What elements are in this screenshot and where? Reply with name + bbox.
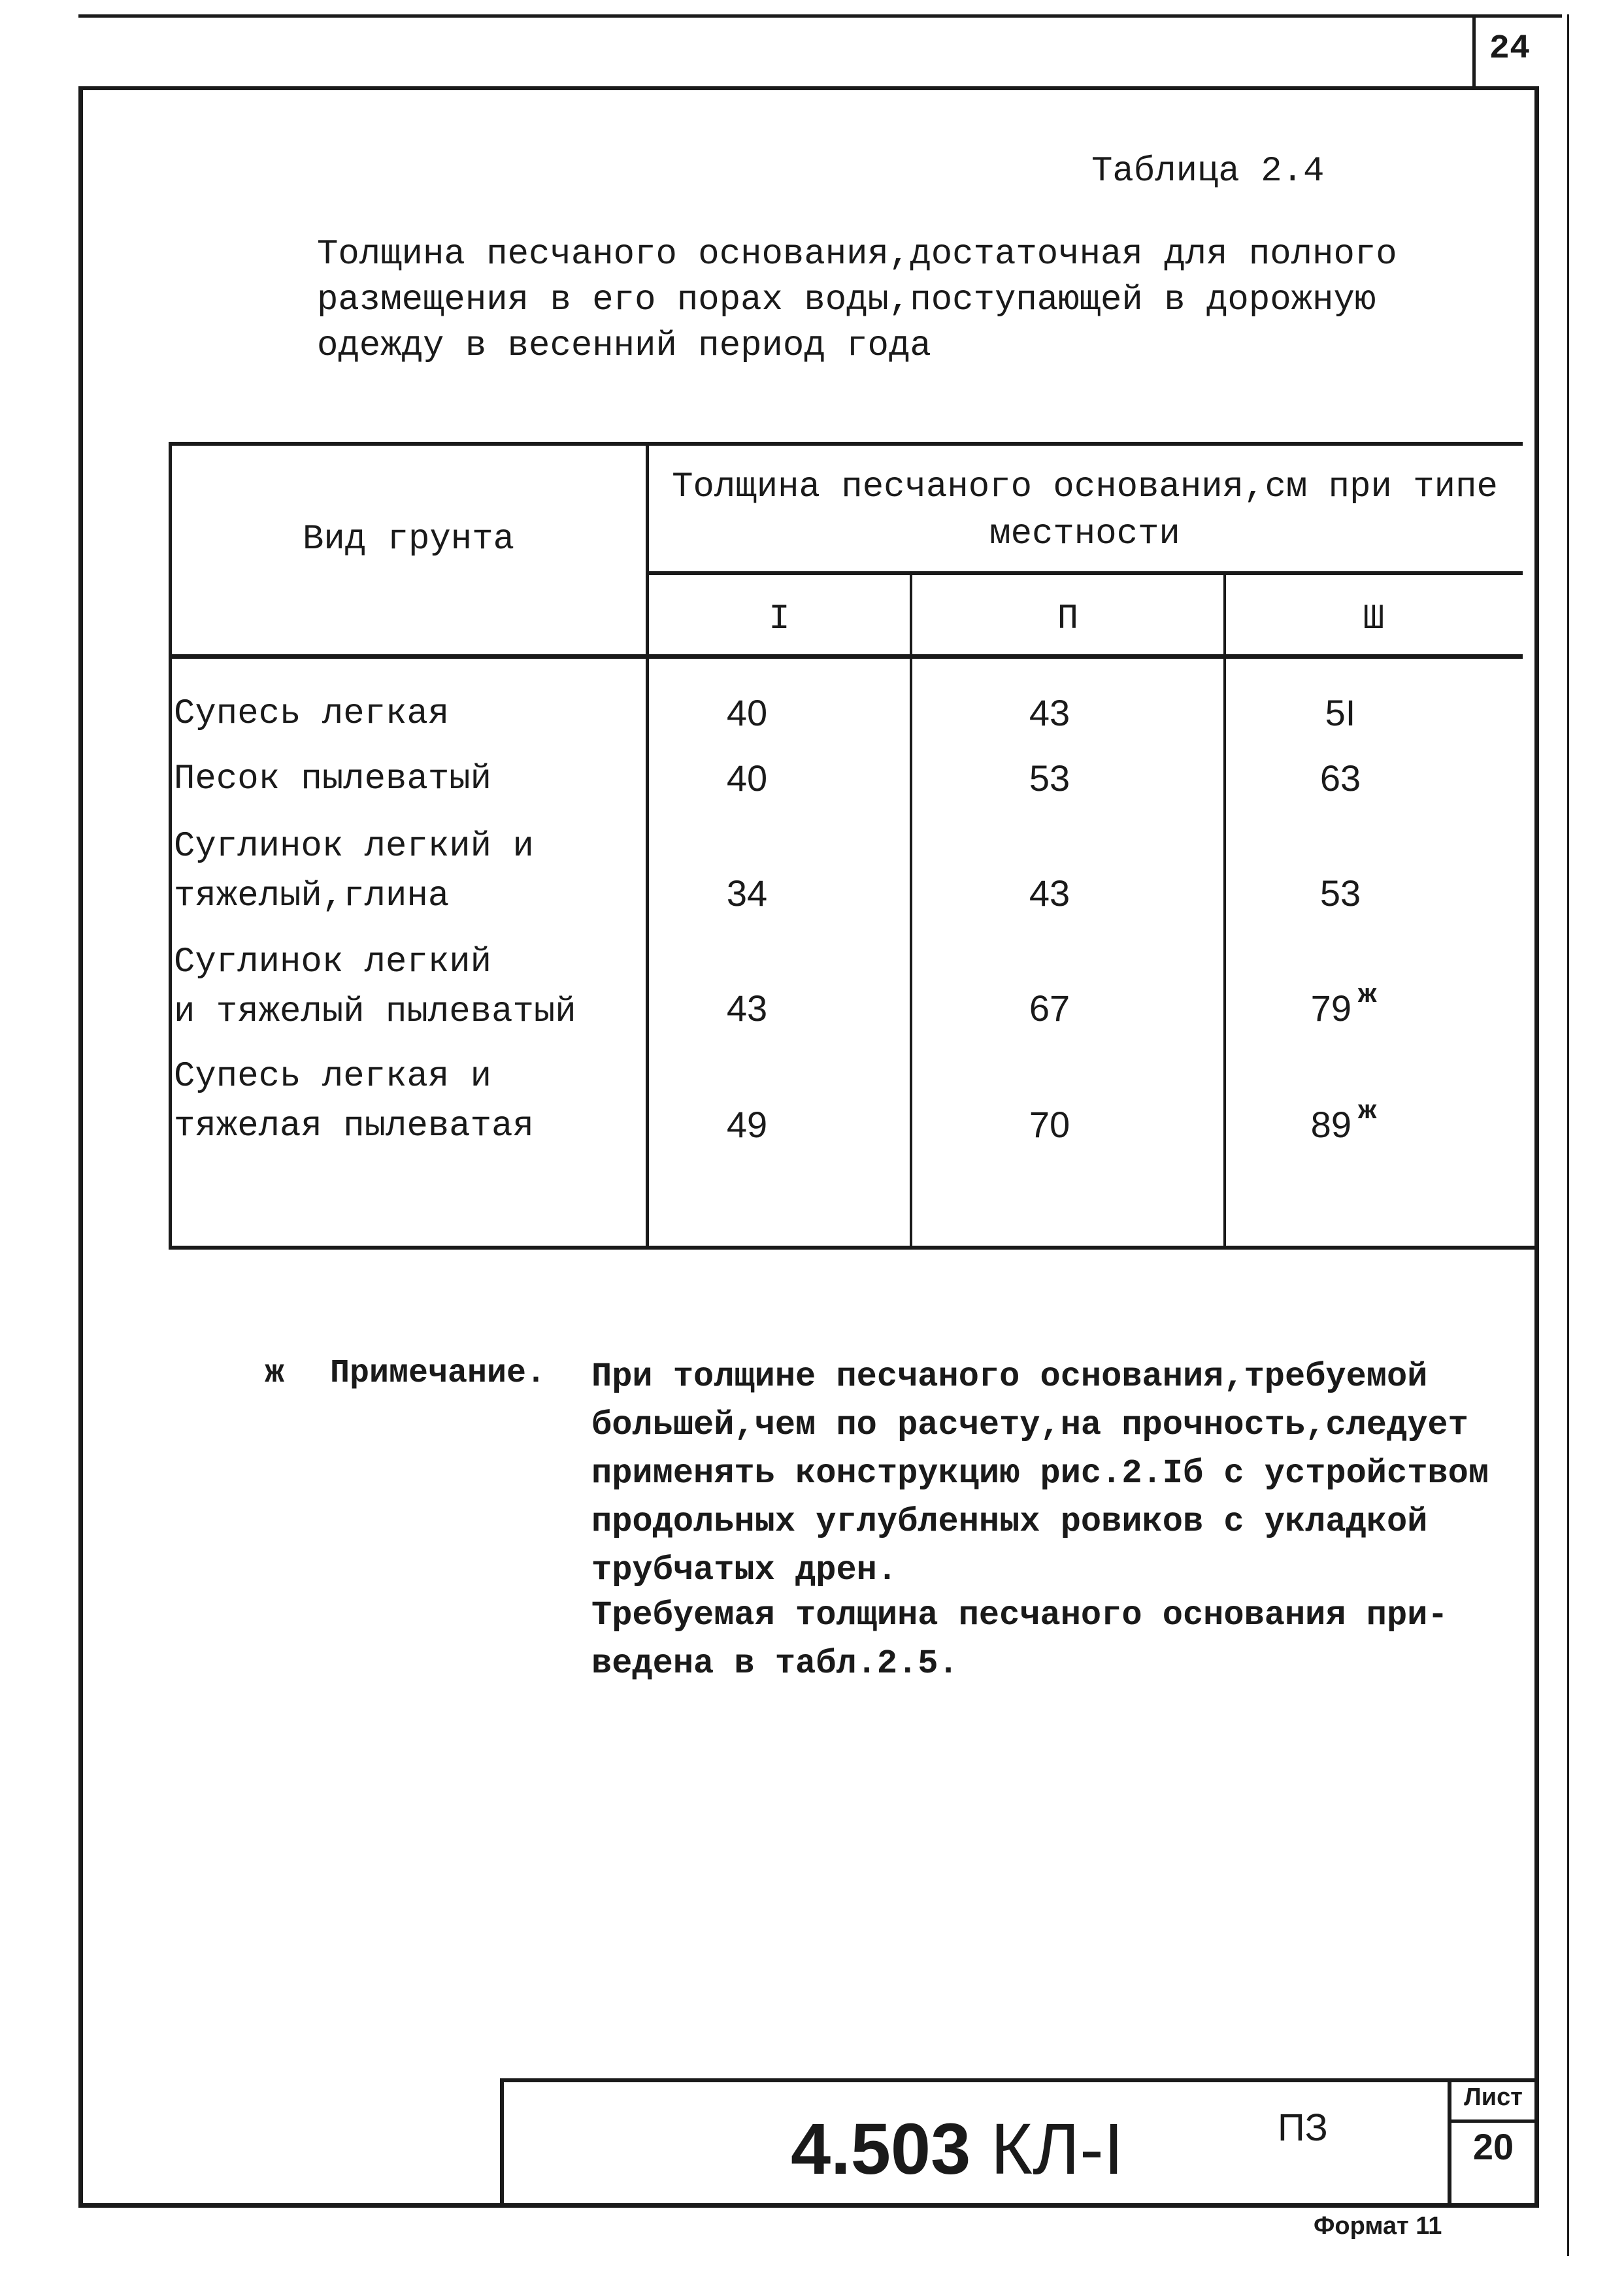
table-cell: 89 $^ж$ [1310, 1095, 1377, 1145]
note-mark: ж [265, 1355, 285, 1392]
footnote-mark: ж [1357, 979, 1377, 1008]
sheet-box-mid-rule [1448, 2119, 1539, 2123]
table-cell: 49 [726, 1104, 768, 1145]
table-header-bottom-rule [169, 654, 1523, 659]
title-block-left-rule [500, 2078, 504, 2206]
frame-left-border [78, 86, 83, 2207]
format-label: Формат 11 [1314, 2212, 1442, 2240]
table-cell: 40 [726, 692, 768, 733]
table-cell: 5I [1325, 692, 1356, 733]
top-rule [78, 14, 1562, 18]
note-text: При толщине песчаного основания,требуемой большей,чем по расчету,на прочность,следует применять конструкцию рис.2.Iб с устройством продольных углубленных ровиков с укладкой трубчатых дрен. [591, 1357, 1489, 1589]
title-block-top-rule [500, 2078, 1539, 2082]
page-number-box-border [1472, 14, 1476, 90]
table-bottom-rule [171, 1246, 1536, 1250]
frame-bottom-border [78, 2203, 1539, 2208]
header-thickness-group: Толщина песчаного основания,см при типе местности [672, 467, 1498, 554]
document-type: ПЗ [1278, 2106, 1328, 2149]
page-number: 24 [1489, 29, 1531, 68]
table-cell: 63 [1319, 757, 1361, 799]
note-title: Примечание. [330, 1355, 546, 1392]
table-row-label: Песок пылеватый [174, 759, 492, 799]
table-cell: 53 [1319, 873, 1361, 914]
table-cell: 53 [1029, 757, 1070, 799]
sheet-label: Лист [1464, 2084, 1523, 2111]
table-row-label: Супесь легкая [174, 694, 450, 734]
table-row-label: Супесь легкая и тяжелая пылеватая [174, 1057, 534, 1146]
table-cell: 43 [726, 988, 768, 1029]
table-cell: 43 [1029, 692, 1070, 733]
table-cell: 67 [1029, 988, 1070, 1029]
note-text-continued: Требуемая толщина песчаного основания при- ведена в табл.2.5. [591, 1596, 1448, 1683]
sheet-number: 20 [1472, 2126, 1514, 2167]
header-terrain-type-2: П [1057, 599, 1079, 639]
table-cell: 40 [726, 757, 768, 799]
table-row-label: Суглинок легкий и тяжелый,глина [174, 827, 534, 916]
footnote-mark: ж [1357, 1095, 1377, 1124]
header-terrain-type-3: Ш [1363, 599, 1385, 639]
table-cell: 79 $^ж$ [1310, 979, 1377, 1029]
table-cell: 43 [1029, 873, 1070, 914]
table-cell: 34 [726, 873, 768, 914]
document-code: 4.503 КЛ-I [791, 2109, 1124, 2189]
table-header-mid-rule [647, 571, 1523, 575]
frame-outer-edge [1567, 14, 1569, 2256]
table-row-label: Суглинок легкий и тяжелый пылеватый [174, 942, 576, 1032]
table-top-rule [169, 442, 1523, 446]
table-label: Таблица 2.4 [1091, 152, 1325, 191]
table-cell: 70 [1029, 1104, 1070, 1145]
header-soil-type: Вид грунта [302, 520, 515, 559]
frame-right-border [1534, 86, 1539, 2207]
table-caption: Толщина песчаного основания,достаточная для полного размещения в его порах воды,поступающей в дорожную одежду в весенний период года [317, 235, 1397, 366]
header-terrain-type-1: I [769, 599, 790, 639]
frame-top-border [78, 86, 1539, 90]
